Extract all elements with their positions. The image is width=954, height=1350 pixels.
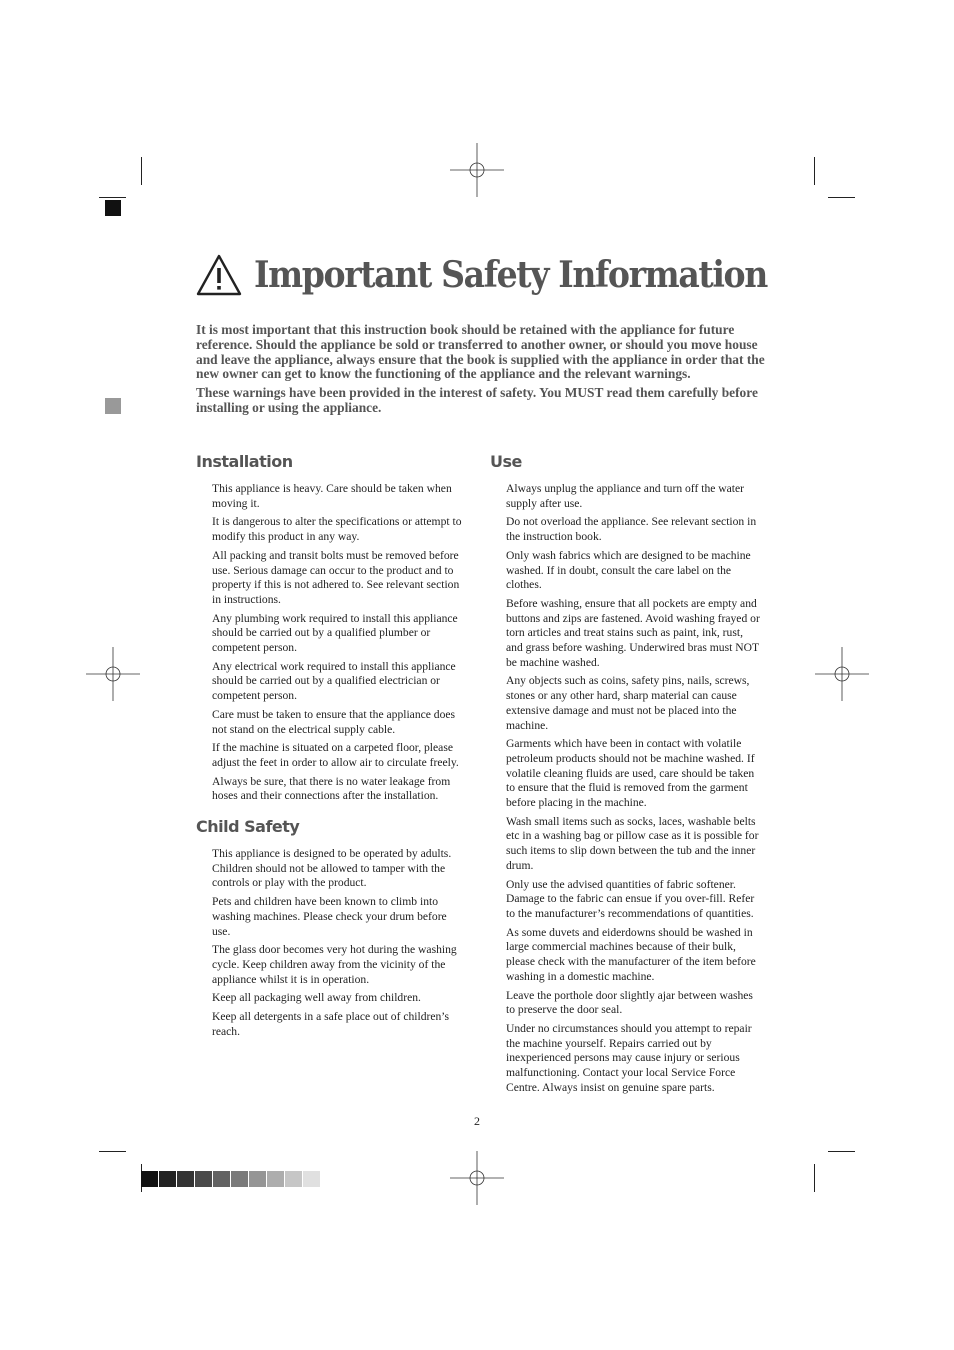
list-item: Any objects such as coins, safety pins, nails, screws, stones or any other hard, sharp material can cause extensive damage and must not be placed into the machine. (506, 674, 750, 732)
list-item: Wash small items such as socks, laces, washable belts etc in a washing bag or pillow case as it is possible for such items to slip down between the tub and the inner drum. (506, 814, 759, 872)
installation-heading: Installation (196, 452, 293, 471)
title-row (196, 254, 812, 296)
list-item: Garments which have been in contact with volatile petroleum products should not be machine washed. If volatile cleaning fluids are used, care should be taken to ensure that the fluid is removed from the garment before placing in the machine. (506, 737, 755, 810)
color-swatch (303, 1171, 320, 1187)
use-list (506, 482, 760, 1099)
list-item: Any plumbing work required to install this appliance should be carried out by a qualified plumber or competent person. (212, 611, 458, 655)
list-item: Pets and children have been known to climb into washing machines. Please check your drum before use. (212, 895, 447, 938)
list-item: Care must be taken to ensure that the appliance does not stand on the electrical supply cable. (212, 707, 456, 736)
crop-mark (828, 197, 855, 198)
use-heading: Use (490, 452, 522, 471)
crop-mark (828, 1151, 855, 1152)
registration-mark-icon (86, 647, 140, 701)
color-swatch (159, 1171, 176, 1187)
color-swatch (141, 1171, 158, 1187)
registration-mark-icon (815, 647, 869, 701)
list-item: All packing and transit bolts must be removed before use. Serious damage can occur to the product and to property if this is not adhered to. See relevant section in instructions. (212, 548, 460, 606)
crop-mark (814, 1164, 815, 1192)
list-item: Under no circumstances should you attempt to repair the machine yourself. Repairs carried out by inexperienced persons may cause injury or serious malfunctioning. Contact your local Service Force Centre. Always insist on genuine spare parts. (506, 1021, 752, 1094)
list-item: Do not overload the appliance. See relevant section in the instruction book. (506, 515, 757, 544)
printer-mark-square (105, 200, 121, 216)
page-title: Important Safety Information (254, 254, 767, 296)
page-number: 2 (474, 1114, 480, 1128)
list-item: Any electrical work required to install this appliance should be carried out by a qualified electrician or competent person. (212, 659, 456, 703)
color-swatch (249, 1171, 266, 1187)
list-item: This appliance is heavy. Care should be taken when moving it. (212, 482, 452, 510)
child-safety-heading: Child Safety (196, 817, 300, 836)
list-item: Always be sure, that there is no water leakage from hoses and their connections after the installation. (212, 774, 451, 803)
color-swatch (231, 1171, 248, 1187)
list-item: If the machine is situated on a carpeted floor, please adjust the feet in order to allow air to circulate freely. (212, 741, 459, 769)
intro-paragraph: These warnings have been provided in the interest of safety. You MUST read them carefully before installing or using the appliance. (196, 385, 758, 415)
warning-triangle-icon (196, 254, 242, 296)
list-item: As some duvets and eiderdowns should be washed in large commercial machines because of their bulk, please check with the manufacturer of the item before washing in a domestic machine. (506, 925, 756, 983)
color-swatch (213, 1171, 230, 1187)
list-item: It is dangerous to alter the specifications or attempt to modify this product in any way. (212, 515, 462, 544)
list-item: Leave the porthole door slightly ajar between washes to preserve the door seal. (506, 988, 753, 1017)
installation-list (212, 482, 466, 808)
intro-paragraph: It is most important that this instruction book should be retained with the appliance for future reference. Should the appliance be sold or transferred to another owner, or should you move house and leave the appliance, always ensure that the book is supplied with the appliance in order that the new owner can get to know the functioning of the appliance and the relevant warnings. (196, 322, 765, 382)
list-item: Keep all packaging well away from children. (212, 991, 421, 1005)
list-item: This appliance is designed to be operated by adults. Children should not be allowed to tamper with the controls or play with the product. (212, 847, 452, 890)
intro-text (196, 323, 766, 420)
registration-mark-icon (450, 143, 504, 197)
color-swatch (285, 1171, 302, 1187)
color-swatch (195, 1171, 212, 1187)
list-item: Before washing, ensure that all pockets are empty and buttons and zips are fastened. Avoid washing frayed or torn articles and treat stains such as paint, ink, rust, and grass before washing. Underwired bras must NOT be machine washed. (506, 596, 760, 669)
child-safety-list (212, 847, 466, 1043)
crop-mark (99, 197, 126, 198)
list-item: Only wash fabrics which are designed to be machine washed. If in doubt, consult the care label on the clothes. (506, 548, 751, 592)
crop-mark (141, 157, 142, 185)
crop-mark (99, 1151, 126, 1152)
list-item: Keep all detergents in a safe place out of children’s reach. (212, 1010, 450, 1038)
color-calibration-strip (141, 1171, 321, 1187)
list-item: The glass door becomes very hot during the washing cycle. Keep children away from the vicinity of the appliance whilst it is in operation. (212, 943, 457, 986)
crop-mark (814, 157, 815, 185)
printer-mark-square (105, 398, 121, 414)
color-swatch (267, 1171, 284, 1187)
registration-mark-icon (450, 1151, 504, 1205)
color-swatch (177, 1171, 194, 1187)
list-item: Always unplug the appliance and turn off the water supply after use. (506, 482, 745, 510)
list-item: Only use the advised quantities of fabric softener. Damage to the fabric can ensue if you over-fill. Refer to the manufacturer’s recommendations of quantities. (506, 877, 755, 920)
